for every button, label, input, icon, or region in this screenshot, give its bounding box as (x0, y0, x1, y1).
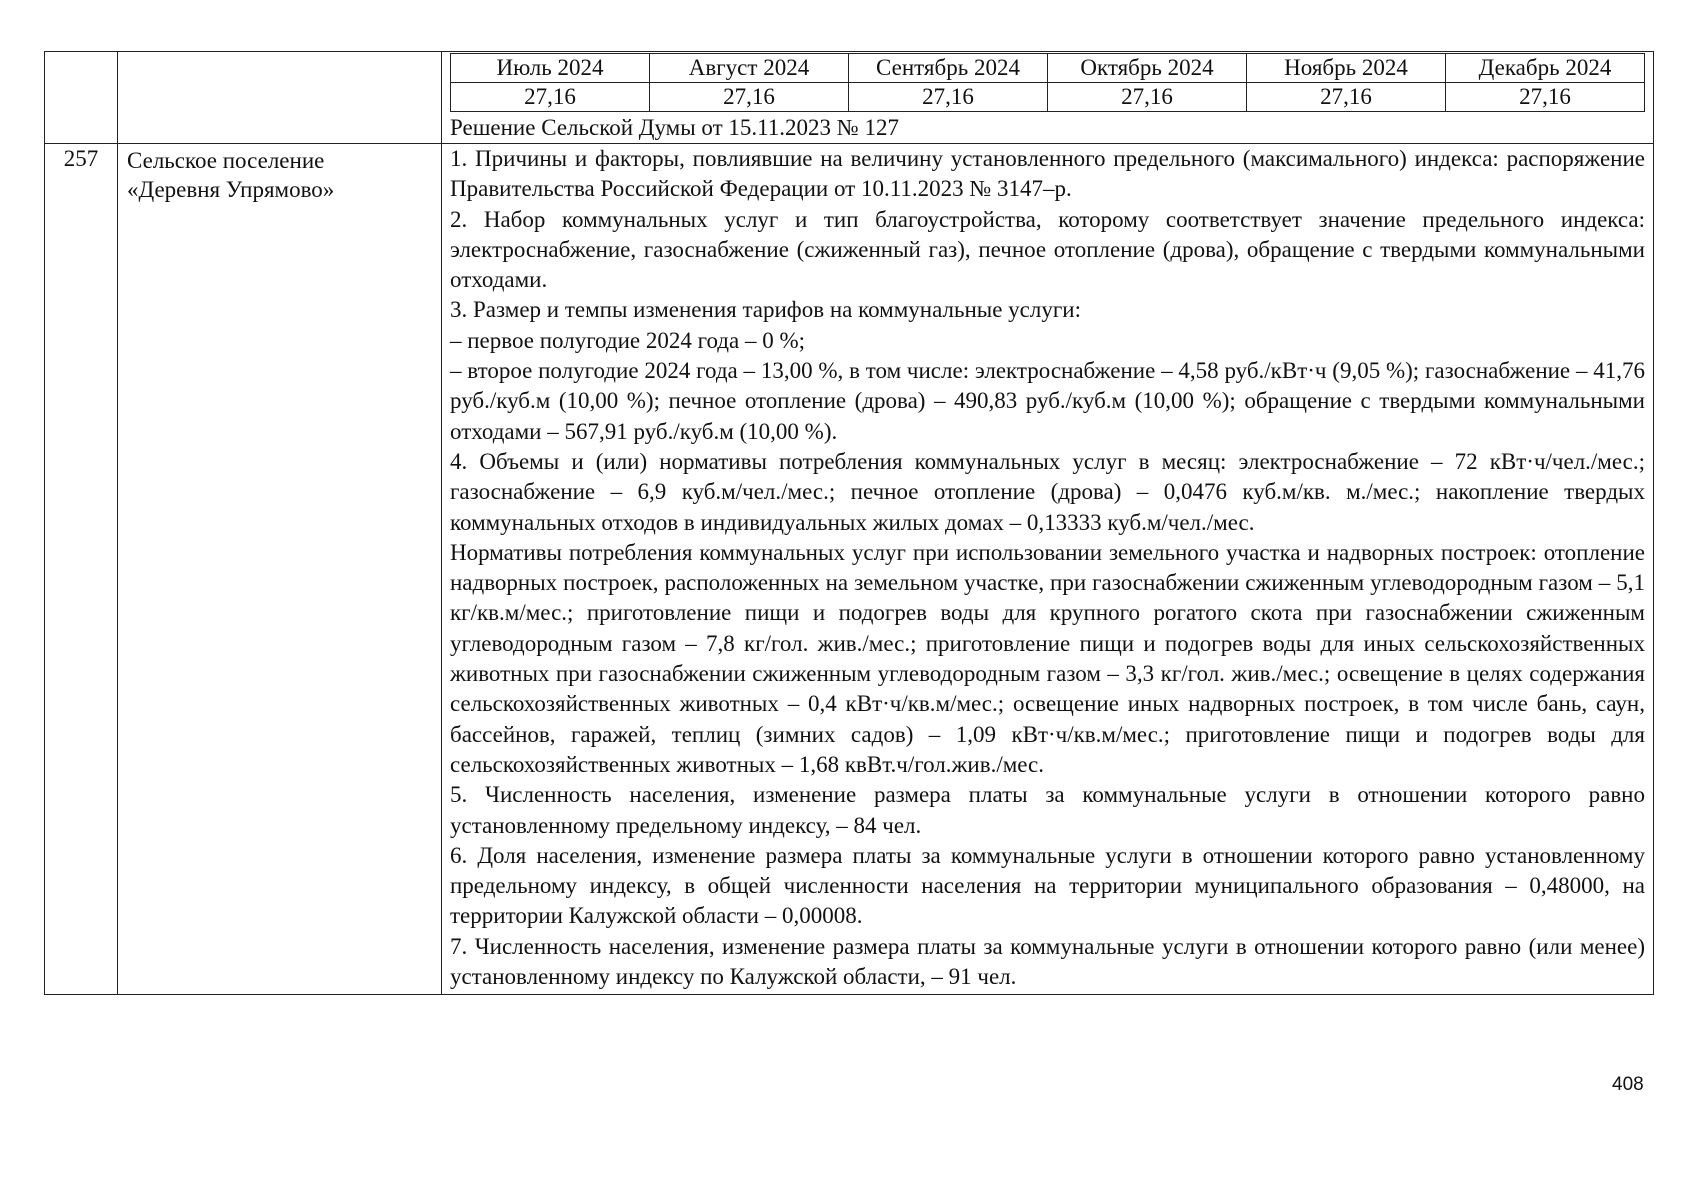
decision-reference: Решение Сельской Думы от 15.11.2023 № 127 (450, 115, 899, 140)
month-header: Сентябрь 2024 (849, 54, 1048, 83)
continuation-row (45, 52, 1654, 144)
paragraph: 6. Доля населения, изменение размера платы за коммунальные услуги в отношении которого равно установленному предельному индексу, в общей численности населения на территории муниципального образования – 0,48000, на территории Калужской области – 0,00008. (450, 842, 1645, 929)
main-table (44, 51, 1654, 995)
month-header: Декабрь 2024 (1446, 54, 1645, 83)
paragraph: – второе полугодие 2024 года – 13,00 %, в том числе: электроснабжение – 4,58 руб./кВт·ч (9,05 %); газоснабжение – 41,76 руб./куб.м (10,00 %); печное отопление (дрова) – 490,83 руб./куб.м (10,00 %); обращение с твердыми коммунальными отходами – 567,91 руб./куб.м (10,00 %). (450, 358, 1645, 444)
months-header-row (451, 54, 1645, 83)
continuation-content-cell (442, 52, 1654, 144)
continuation-name-cell (118, 52, 442, 144)
month-header: Октябрь 2024 (1048, 54, 1247, 83)
paragraph: 7. Численность населения, изменение размера платы за коммунальные услуги в отношении которого равно (или менее) установленному индексу по Калужской области, – 91 чел. (450, 933, 1645, 990)
month-value: 27,16 (1446, 83, 1645, 112)
continuation-number-cell (45, 52, 118, 144)
paragraph: 5. Численность населения, изменение размера платы за коммунальные услуги в отношении которого равно установленному предельному индексу, – 84 чел. (450, 782, 1645, 838)
entry-row (45, 144, 1654, 995)
paragraph: 3. Размер и темпы изменения тарифов на коммунальные услуги: (450, 297, 1081, 323)
entry-name-line: «Деревня Упрямово» (127, 177, 335, 202)
page-number: 408 (1612, 1074, 1644, 1095)
paragraph: 1. Причины и факторы, повлиявшие на величину установленного предельного (максимального) индекса: распоряжение Правительства Российской Федерации от 10.11.2023 № 3147–р. (450, 146, 1645, 202)
month-value: 27,16 (650, 83, 849, 112)
paragraph: 2. Набор коммунальных услуг и тип благоустройства, которому соответствует значение предельного индекса: электроснабжение, газоснабжение (сжиженный газ), печное отопление (дрова), обращение с твердыми коммунальными отходами. (450, 206, 1645, 293)
paragraph: Нормативы потребления коммунальных услуг при использовании земельного участка и надворных построек: отопление надворных построек, расположенных на земельном участке, при газоснабжении сжиженным углеводородным газом – 5,1 кг/кв.м/мес.; приготовление пищи и подогрев воды для крупного рогатого скота при газоснабжении сжиженным углеводородным газом – 7,8 кг/гол. жив./мес.; приготовление пищи и подогрев воды для иных сельскохозяйственных животных при газоснабжении сжиженным углеводородным газом – 3,3 кг/гол. жив./мес.; освещение в целях содержания сельскохозяйственных животных – 0,4 кВт·ч/кв.м/мес.; освещение иных надворных построек, в том числе бань, саун, бассейнов, гаражей, теплиц (зимних садов) – 1,09 кВт·ч/кв.м/мес.; приготовление пищи и подогрев воды для сельскохозяйственных животных – 1,68 квВт.ч/гол.жив./мес. (450, 539, 1645, 777)
month-header: Август 2024 (650, 54, 849, 83)
entry-name-line: Сельское поселение (127, 148, 325, 173)
months-index-table (450, 53, 1645, 112)
entry-content-cell (442, 144, 1654, 995)
paragraph: – первое полугодие 2024 года – 0 %; (450, 327, 806, 353)
month-header: Ноябрь 2024 (1247, 54, 1446, 83)
paragraph: 4. Объемы и (или) нормативы потребления коммунальных услуг в месяц: электроснабжение – 72 кВт·ч/чел./мес.; газоснабжение – 6,9 куб.м/чел./мес.; печное отопление (дрова) – 0,0476 куб.м/кв. м./мес.; накопление твердых коммунальных отходов в индивидуальных жилых домах – 0,13333 куб.м/чел./мес. (450, 448, 1645, 535)
month-value: 27,16 (451, 83, 650, 112)
entry-number: 257 (45, 144, 118, 995)
month-value: 27,16 (1247, 83, 1446, 112)
month-value: 27,16 (849, 83, 1048, 112)
entry-name-cell (118, 144, 442, 995)
months-values-row (451, 83, 1645, 112)
month-value: 27,16 (1048, 83, 1247, 112)
month-header: Июль 2024 (451, 54, 650, 83)
